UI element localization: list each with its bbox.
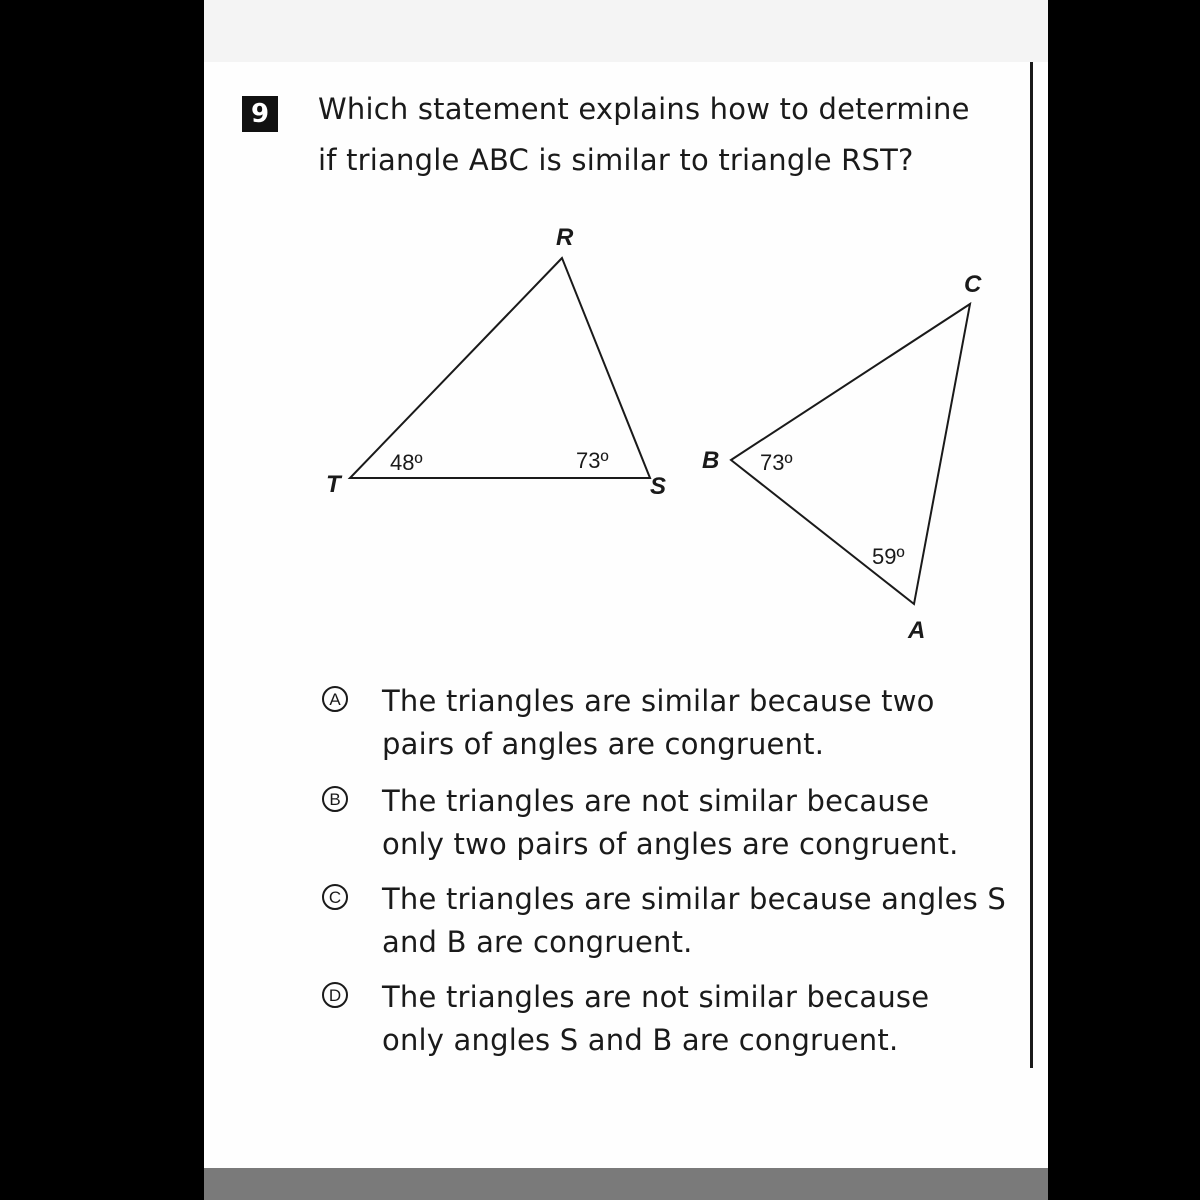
vertex-label-s: S <box>650 473 667 500</box>
angle-label-t: 48º <box>390 450 423 475</box>
vertex-label-a: A <box>908 617 926 644</box>
choice-bubble-a[interactable]: A <box>322 686 348 712</box>
choice-text-c: The triangles are similar because angles S and B are congruent. <box>382 882 1006 959</box>
choice-bubble-d[interactable]: D <box>322 982 348 1008</box>
angle-label-s: 73º <box>576 448 609 473</box>
choice-text-d: The triangles are not similar because only angles S and B are congruent. <box>382 980 930 1057</box>
question-text-line-2: if triangle ABC is similar to triangle RST? <box>318 143 914 177</box>
bottom-scroll-bar <box>204 1168 1048 1200</box>
worksheet-page <box>204 0 1048 1168</box>
choice-bubble-b[interactable]: B <box>322 786 348 812</box>
vertex-label-r: R <box>556 224 574 251</box>
triangles-figure <box>204 0 1048 680</box>
angle-label-a: 59º <box>872 544 905 569</box>
triangle-rst <box>350 258 650 478</box>
question-number: 9 <box>242 96 278 132</box>
angle-label-b: 73º <box>760 450 793 475</box>
choice-text-a: The triangles are similar because two pairs of angles are congruent. <box>382 684 935 761</box>
vertex-label-c: C <box>964 271 982 298</box>
vertex-label-t: T <box>326 471 341 498</box>
question-text-line-1: Which statement explains how to determine <box>318 92 970 126</box>
choice-bubble-c[interactable]: C <box>322 884 348 910</box>
vertex-label-b: B <box>702 447 720 474</box>
choice-text-b: The triangles are not similar because only two pairs of angles are congruent. <box>382 784 959 861</box>
